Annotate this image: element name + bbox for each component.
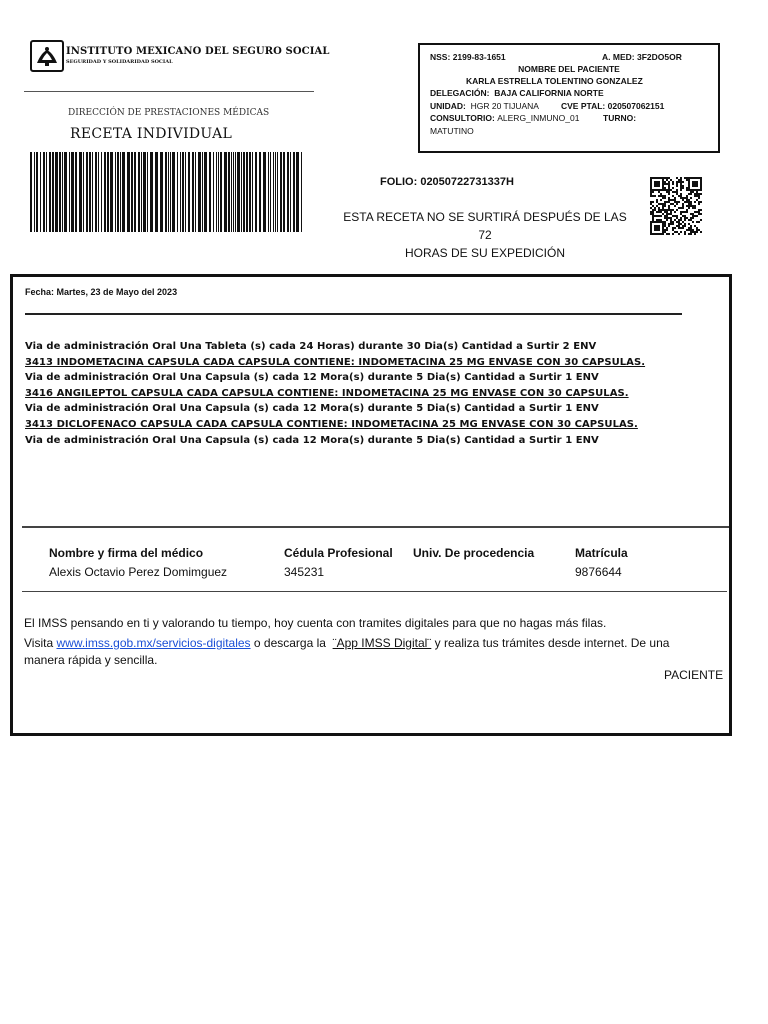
date-divider [25,313,682,315]
app-imss-digital-text: ¨App IMSS Digital¨ [332,636,432,650]
institution-motto: SEGURIDAD Y SOLIDARIDAD SOCIAL [66,59,173,65]
matricula-value: 9876644 [575,565,622,579]
servicios-digitales-link[interactable]: www.imss.gob.mx/servicios-digitales [56,636,251,650]
turno-label: TURNO: [603,113,637,123]
expiration-notice: ESTA RECETA NO SE SURTIRÁ DESPUÉS DE LAS 72 HORAS DE SU EXPEDICIÓN [343,210,627,260]
prescription-line: 3413 INDOMETACINA CAPSULA CADA CAPSULA CONTIENE: INDOMETACINA 25 MG ENVASE CON 30 CAPSULAS. [25,356,646,368]
cedula-value: 345231 [284,565,325,579]
nss-field: NSS: 2199-83-1651 [430,52,506,62]
consultorio-field: CONSULTORIO: ALERG_INMUNO_01 [430,113,580,123]
prescription-line: 3413 DICLOFENACO CAPSULA CADA CAPSULA CONTIENE: INDOMETACINA 25 MG ENVASE CON 30 CAPSULAS. [25,419,638,430]
prescription-line: Via de administración Oral Una Capsula (s) cada 12 Mora(s) durante 5 Dia(s) Cantidad a Surtir 1 ENV [25,434,599,446]
prescription-line: Via de administración Oral Una Tableta (s) cada 24 Horas) durante 30 Dia(s) Cantidad a Surtir 2 ENV [25,341,597,352]
folio-number: FOLIO: 02050722731337H [380,176,514,188]
cedula-label: Cédula Profesional [284,546,393,560]
patient-name: KARLA ESTRELLA TOLENTINO GONZALEZ [466,76,643,86]
document-title: RECETA INDIVIDUAL [70,126,233,142]
matricula-label: Matrícula [575,546,628,560]
prescription-date: Fecha: Martes, 23 de Mayo del 2023 [25,287,178,297]
prescription-line: Via de administración Oral Una Capsula (s) cada 12 Mora(s) durante 5 Dia(s) Cantidad a Surtir 1 ENV [25,372,599,384]
turno-value: MATUTINO [430,126,474,136]
prescription-line: 3416 ANGILEPTOL CAPSULA CADA CAPSULA CONTIENE: INDOMETACINA 25 MG ENVASE CON 30 CAPSULAS. [25,387,629,399]
prescription-line: Via de administración Oral Una Capsula (s) cada 12 Mora(s) durante 5 Dia(s) Cantidad a Surtir 1 ENV [25,403,599,415]
qr-code-icon [650,177,702,235]
medico-label: Nombre y firma del médico [49,546,204,560]
promo-line-1: El IMSS pensando en ti y valorando tu tiempo, hoy cuenta con tramites digitales para que no hagas más filas. [24,616,607,630]
patient-info-box [418,43,720,153]
signature-divider-top [22,526,729,528]
promo-line-2: Visita www.imss.gob.mx/servicios-digitales o descarga la ¨App IMSS Digital¨ y realiza tus trámites desde internet. De una [24,636,670,650]
universidad-label: Univ. De procedencia [413,546,535,560]
delegacion-field: DELEGACIÓN: BAJA CALIFORNIA NORTE [430,88,604,98]
barcode-icon [30,152,302,232]
patient-name-label: NOMBRE DEL PACIENTE [518,64,620,74]
direccion-label: DIRECCIÓN DE PRESTACIONES MÉDICAS [68,108,270,118]
institution-name: INSTITUTO MEXICANO DEL SEGURO SOCIAL [66,46,330,57]
unidad-field: UNIDAD: HGR 20 TIJUANA [430,101,539,111]
medico-name: Alexis Octavio Perez Domimguez [49,565,228,579]
imss-eagle-icon [30,40,64,72]
header-divider [24,91,314,92]
amed-field: A. MED: 3F2DO5OR [602,52,682,62]
promo-line-3: manera rápida y sencilla. [24,653,158,667]
copy-label: PACIENTE [664,668,724,682]
cve-ptal-field: CVE PTAL: 020507062151 [561,101,665,111]
signature-divider-bottom [22,591,727,592]
